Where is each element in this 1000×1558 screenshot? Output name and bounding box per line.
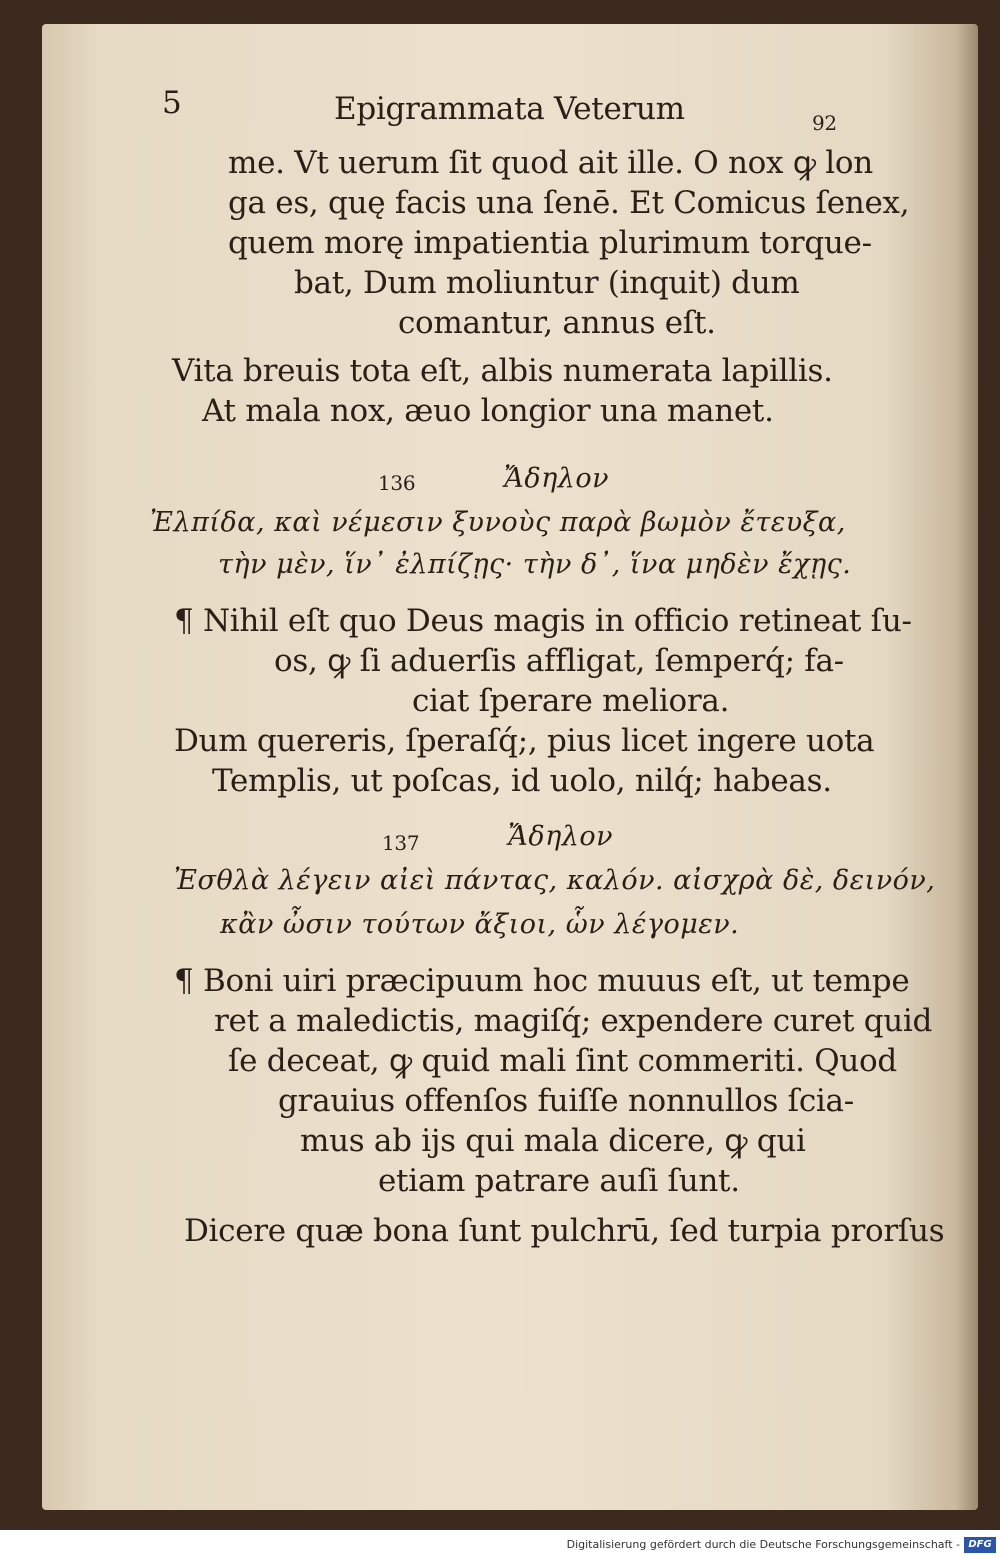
- epigram-label: Ἄδηλον: [508, 821, 614, 852]
- verse-line: Dicere quæ bona ſunt pulchrū, ſed turpia prorſus: [184, 1213, 945, 1249]
- epigram-label: Ἄδηλον: [504, 463, 610, 494]
- commentary-line: etiam patrare auſi ſunt.: [378, 1163, 740, 1199]
- prose-line: quem morę impatientia plurimum torque-: [228, 225, 872, 261]
- epigram-number: 137: [382, 831, 420, 855]
- commentary-line: ſe deceat, ꝙ quid mali ſint commeriti. Quod: [228, 1043, 897, 1079]
- epigram-number: 136: [378, 471, 416, 495]
- running-title: Epigrammata Veterum: [334, 91, 685, 127]
- commentary-line: grauius offenſos fuiſſe nonnullos ſcia-: [278, 1083, 854, 1119]
- prose-line: me. Vt uerum ſit quod ait ille. O nox ꝙ lon: [228, 145, 873, 181]
- greek-line: Ἐλπίδα, καὶ νέμεσιν ξυνοὺς παρὰ βωμὸν ἔτευξα,: [150, 507, 846, 538]
- prose-line: comantur, annus eſt.: [398, 305, 716, 341]
- page-number: 92: [812, 111, 837, 135]
- verse-line: Dum quereris, ſperaſq́;, pius licet ingere uota: [174, 723, 875, 759]
- greek-line: κἂν ὦσιν τούτων ἄξιοι, ὧν λέγομεν.: [220, 909, 740, 940]
- signature-mark: 5: [162, 85, 182, 121]
- page-edge-shadow: [956, 24, 978, 1510]
- commentary-line: ¶ Nihil eſt quo Deus magis in officio retineat ſu-: [174, 603, 912, 639]
- prose-line: bat, Dum moliuntur (inquit) dum: [294, 265, 800, 301]
- verse-line: Vita breuis tota eſt, albis numerata lapillis.: [172, 353, 833, 389]
- digitization-footer: [0, 1534, 1000, 1558]
- dfg-logo: DFG: [964, 1537, 996, 1553]
- commentary-line: os, ꝙ ſi aduerſis affligat, ſemperq́; fa-: [274, 643, 844, 679]
- greek-line: Ἐσθλὰ λέγειν αἰεὶ πάντας, καλόν. αἰσχρὰ δὲ, δεινόν,: [174, 865, 936, 896]
- book-page: [42, 24, 978, 1510]
- verse-line: At mala nox, æuo longior una manet.: [202, 393, 774, 429]
- prose-line: ga es, quę facis una ſenē. Et Comicus ſenex,: [228, 185, 910, 221]
- commentary-line: ¶ Boni uiri præcipuum hoc muuus eſt, ut tempe: [174, 963, 910, 999]
- commentary-line: ret a maledictis, magiſq́; expendere curet quid: [214, 1003, 933, 1039]
- footer-credit: Digitalisierung gefördert durch die Deutsche Forschungsgemeinschaft -: [566, 1538, 960, 1551]
- commentary-line: ciat ſperare meliora.: [412, 683, 730, 719]
- commentary-line: mus ab ijs qui mala dicere, ꝙ qui: [300, 1123, 806, 1159]
- verse-line: Templis, ut poſcas, id uolo, nilq́; habeas.: [212, 763, 832, 799]
- greek-line: τὴν μὲν, ἵν᾽ ἐλπίζῃς· τὴν δ᾽, ἵνα μηδὲν ἔχῃς.: [218, 549, 852, 580]
